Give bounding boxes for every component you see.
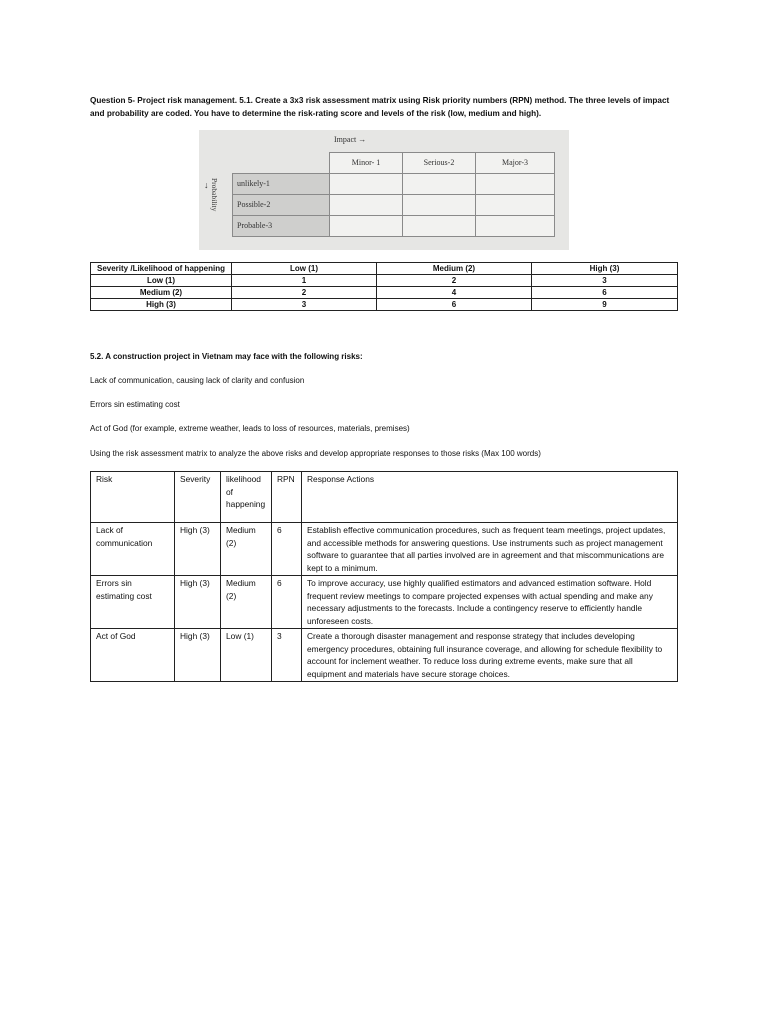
question-text: Question 5- Project risk management. 5.1. Create a 3x3 risk assessment matrix using Risk priority numbers (RPN) method. The three levels of impact and probability are coded. You have to determine the risk-rating score and levels of the risk (low, medium and high). bbox=[90, 96, 670, 118]
table-cell: High (3) bbox=[175, 576, 221, 629]
table-header: Severity /Likelihood of happening bbox=[91, 263, 232, 275]
table-cell: Medium (2) bbox=[221, 523, 272, 576]
table-cell: Low (1) bbox=[221, 629, 272, 682]
down-arrow-icon: ↓ bbox=[204, 180, 209, 190]
table-cell: 6 bbox=[377, 299, 532, 311]
table-cell: High (3) bbox=[175, 523, 221, 576]
impact-col: Major-3 bbox=[476, 153, 555, 174]
impact-col: Serious-2 bbox=[403, 153, 476, 174]
table-cell: Medium (2) bbox=[91, 287, 232, 299]
probability-label: Probability bbox=[210, 178, 219, 212]
probability-row: Probable-3 bbox=[233, 215, 330, 236]
risk-matrix-table bbox=[90, 262, 678, 311]
table-header: likelihood of happening bbox=[221, 472, 272, 523]
table-header: High (3) bbox=[532, 263, 678, 275]
table-cell: 2 bbox=[377, 275, 532, 287]
risk-item: Errors sin estimating cost bbox=[90, 400, 180, 409]
table-cell: High (3) bbox=[175, 629, 221, 682]
impact-col: Minor- 1 bbox=[330, 153, 403, 174]
table-row bbox=[91, 576, 678, 629]
risk-response-table bbox=[90, 471, 678, 682]
table-cell: Errors sin estimating cost bbox=[91, 576, 175, 629]
table-cell: 6 bbox=[532, 287, 678, 299]
table-row bbox=[91, 275, 678, 287]
table-cell: To improve accuracy, use highly qualified estimators and advanced estimation software. Hold frequent review meetings to compare projected expenses with actual spending and make any necessary adjustments to the forecasts. Include a contingency reserve to efficiently handle unforeseen costs. bbox=[302, 576, 678, 629]
table-row bbox=[91, 263, 678, 275]
table-cell: 6 bbox=[272, 523, 302, 576]
table-header: Low (1) bbox=[232, 263, 377, 275]
table-header: Severity bbox=[175, 472, 221, 523]
table-cell: 1 bbox=[232, 275, 377, 287]
risk-item: Act of God (for example, extreme weather, leads to loss of resources, materials, premises) bbox=[90, 424, 410, 433]
table-header: Response Actions bbox=[302, 472, 678, 523]
table-row bbox=[91, 299, 678, 311]
table-cell: 9 bbox=[532, 299, 678, 311]
scanned-matrix-photo bbox=[199, 130, 569, 250]
table-cell: 3 bbox=[532, 275, 678, 287]
table-cell: Create a thorough disaster management and response strategy that includes developing emergency procedures, obtaining full insurance coverage, and allowing for schedule flexibility to account for inclement weather. To reduce loss during extreme events, make sure that all equipment and materials have secure storage choices. bbox=[302, 629, 678, 682]
probability-row: unlikely-1 bbox=[233, 173, 330, 194]
table-cell: Medium (2) bbox=[221, 576, 272, 629]
table-header: RPN bbox=[272, 472, 302, 523]
risk-item: Lack of communication, causing lack of clarity and confusion bbox=[90, 376, 305, 385]
probability-row: Possible-2 bbox=[233, 194, 330, 215]
table-cell: High (3) bbox=[91, 299, 232, 311]
table-header: Risk bbox=[91, 472, 175, 523]
instruction-text: Using the risk assessment matrix to analyze the above risks and develop appropriate responses to those risks (Max 100 words) bbox=[90, 449, 541, 458]
scanned-matrix-table bbox=[232, 152, 555, 237]
section-heading: 5.2. A construction project in Vietnam may face with the following risks: bbox=[90, 352, 363, 361]
table-cell: 3 bbox=[272, 629, 302, 682]
table-cell: Act of God bbox=[91, 629, 175, 682]
table-row bbox=[91, 472, 678, 523]
table-row bbox=[91, 523, 678, 576]
impact-label: Impact → bbox=[334, 135, 367, 144]
table-cell: Low (1) bbox=[91, 275, 232, 287]
table-header: Medium (2) bbox=[377, 263, 532, 275]
table-cell: 6 bbox=[272, 576, 302, 629]
table-cell: 4 bbox=[377, 287, 532, 299]
table-cell: 3 bbox=[232, 299, 377, 311]
table-cell: Lack of communication bbox=[91, 523, 175, 576]
table-row bbox=[91, 287, 678, 299]
table-cell: Establish effective communication procedures, such as frequent team meetings, project updates, and accessible methods for answering questions. Use instruments such as project management software to guarantee that all parties involved are in agreement and that miscommunications are kept to a minimum. bbox=[302, 523, 678, 576]
table-cell: 2 bbox=[232, 287, 377, 299]
table-row bbox=[91, 629, 678, 682]
